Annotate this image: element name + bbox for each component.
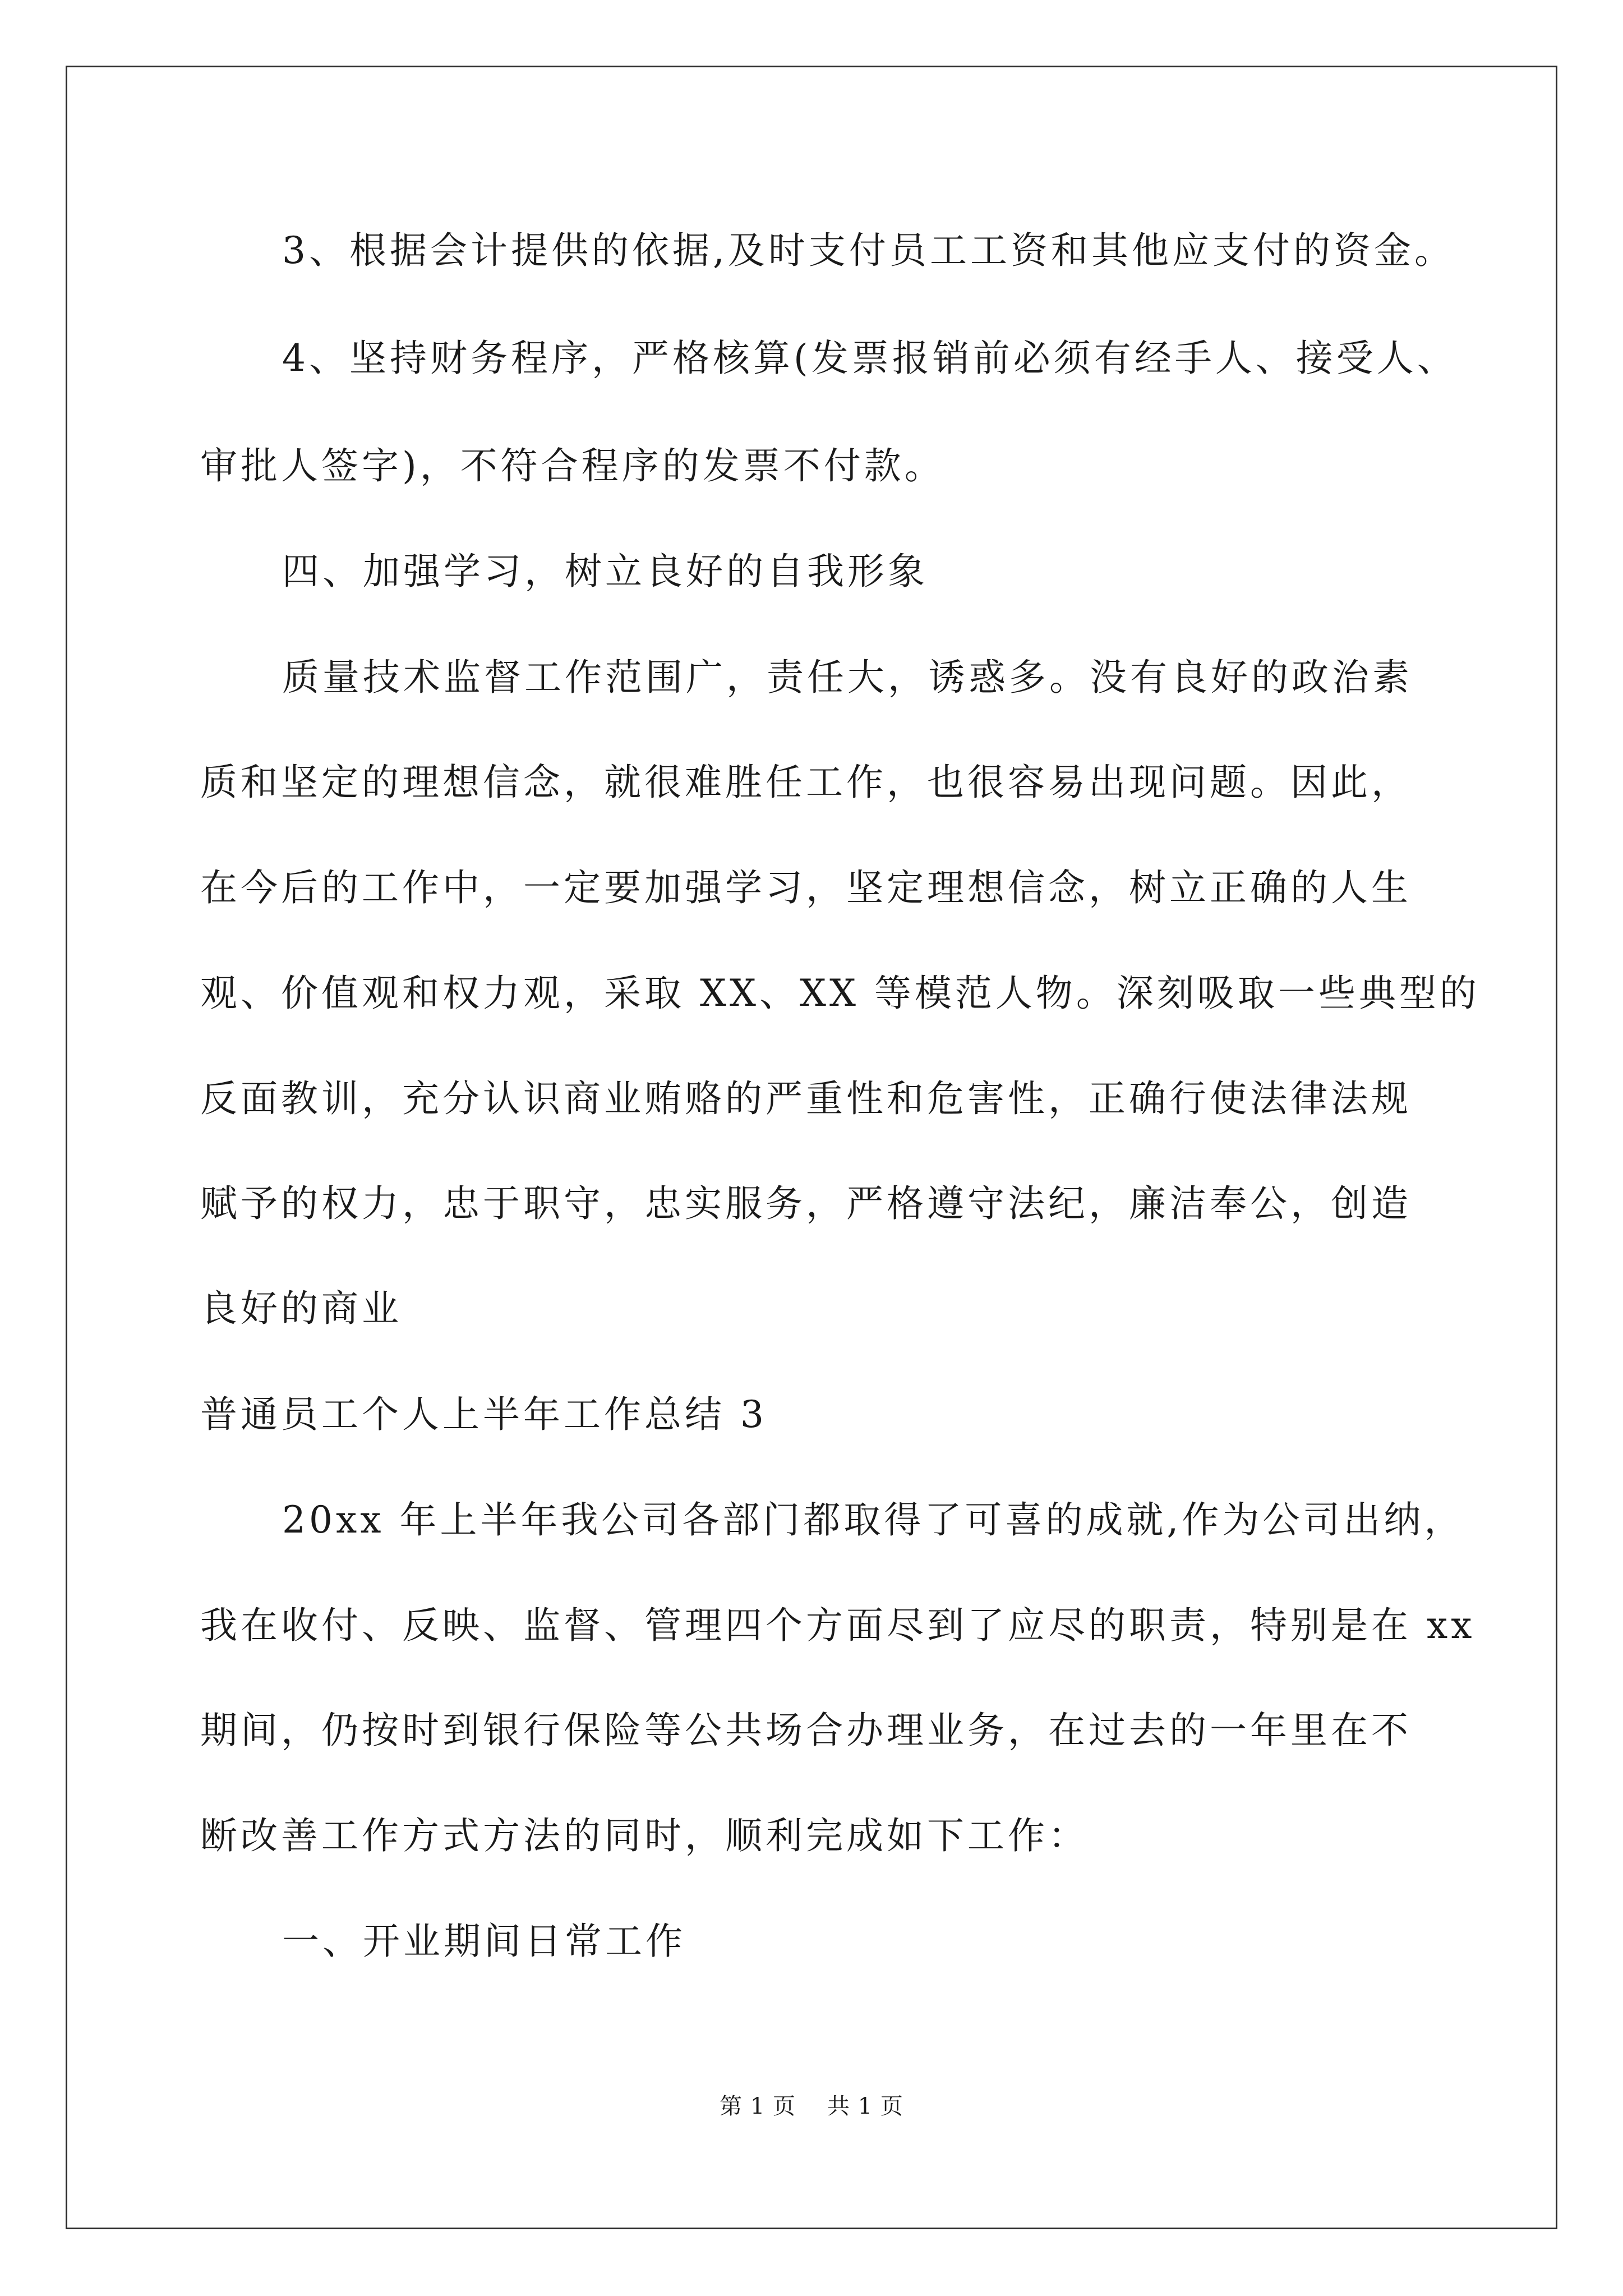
text-line: 质和坚定的理想信念，就很难胜任工作，也很容易出现问题。因此，: [200, 761, 1412, 804]
text-line: 审批人签字)，不符合程序的发票不付款。: [200, 444, 945, 487]
page-number: 第 1 页: [720, 2093, 796, 2119]
text-line: 在今后的工作中，一定要加强学习，坚定理想信念，树立正确的人生: [200, 866, 1412, 909]
section-heading: 一、开业期间日常工作: [282, 1920, 686, 1963]
document-title: 普通员工个人上半年工作总结 3: [200, 1393, 767, 1436]
page-footer: [0, 2095, 1623, 2118]
section-heading: 四、加强学习，树立良好的自我形象: [282, 550, 928, 593]
text-line: 观、价值观和权力观，采取 XX、XX 等模范人物。深刻吸取一些典型的: [200, 972, 1480, 1015]
text-line: 我在收付、反映、监督、管理四个方面尽到了应尽的职责，特别是在 xx: [200, 1604, 1476, 1647]
text-line: 3、根据会计提供的依据,及时支付员工工资和其他应支付的资金。: [282, 229, 1455, 272]
text-line: 4、坚持财务程序，严格核算(发票报销前必须有经手人、接受人、: [282, 337, 1458, 380]
text-line: 断改善工作方式方法的同时，顺利完成如下工作：: [200, 1814, 1089, 1857]
text-line: 赋予的权力，忠于职守，忠实服务，严格遵守法纪，廉洁奉公，创造: [200, 1182, 1412, 1225]
page-total: 共 1 页: [827, 2093, 903, 2119]
text-line: 20xx 年上半年我公司各部门都取得了可喜的成就,作为公司出纳，: [282, 1498, 1465, 1542]
text-line: 良好的商业: [200, 1287, 402, 1330]
text-line: 质量技术监督工作范围广，责任大，诱惑多。没有良好的政治素: [282, 656, 1413, 699]
text-line: 期间，仍按时到银行保险等公共场合办理业务，在过去的一年里在不: [200, 1709, 1412, 1752]
page-border: [66, 66, 1557, 2229]
text-line: 反面教训，充分认识商业贿赂的严重性和危害性，正确行使法律法规: [200, 1077, 1412, 1120]
